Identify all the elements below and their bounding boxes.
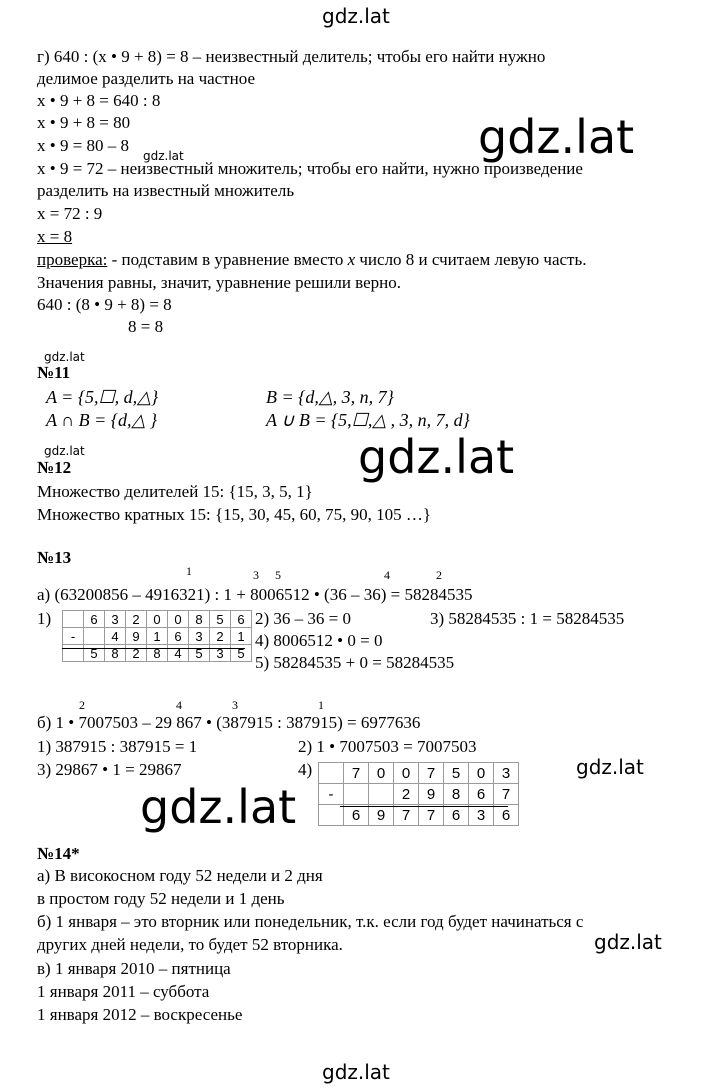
digit-cell: 9 xyxy=(126,628,147,645)
step-label: 4) xyxy=(298,760,313,779)
digit-cell: 2 xyxy=(394,784,419,805)
equation-line: х • 9 + 8 = 80 xyxy=(37,113,131,132)
sign-cell: - xyxy=(319,784,344,805)
answer-line: х = 8 xyxy=(37,227,73,246)
digit-cell: 6 xyxy=(444,805,469,826)
sum-rule xyxy=(340,806,508,807)
text-line: г) 640 : (х • 9 + 8) = 8 – неизвестный делитель; чтобы его найти нужно xyxy=(37,47,546,66)
digit-cell: 3 xyxy=(189,628,210,645)
digit-cell: 3 xyxy=(494,763,519,784)
digit-cell: 0 xyxy=(394,763,419,784)
sum-rule xyxy=(62,648,245,649)
digit-cell: 6 xyxy=(469,784,494,805)
step-line: 4) 8006512 • 0 = 0 xyxy=(255,631,383,650)
column-subtraction-a xyxy=(62,610,252,662)
set-union: A ∪ B = {5,☐,△ , 3, n, 7, d} xyxy=(266,410,470,430)
watermark-right-2: gdz.lat xyxy=(594,930,662,954)
sign-cell xyxy=(63,611,84,628)
order-number: 1 xyxy=(318,698,324,712)
digit-cell: 3 xyxy=(210,645,231,662)
sign-cell xyxy=(319,805,344,826)
equation-line: х • 9 = 80 – 8 xyxy=(37,136,130,155)
order-number: 5 xyxy=(275,568,281,582)
sign-cell xyxy=(319,763,344,784)
digit-cell: 9 xyxy=(369,805,394,826)
digit-cell xyxy=(84,628,105,645)
order-number: 4 xyxy=(384,568,390,582)
digit-cell: 2 xyxy=(126,611,147,628)
digit-cell: 5 xyxy=(231,645,252,662)
digit-cell: 6 xyxy=(168,628,189,645)
watermark-small-2: gdz.lat xyxy=(44,350,85,364)
set-a-definition: A = {5,☐, d,△} xyxy=(46,387,159,407)
order-number: 2 xyxy=(436,568,442,582)
text-line: а) В високосном году 52 недели и 2 дня xyxy=(37,866,323,885)
watermark-small-1: gdz.lat xyxy=(143,149,184,163)
watermark-large-1: gdz.lat xyxy=(478,110,635,164)
digit-cell: 6 xyxy=(344,805,369,826)
digit-cell: 4 xyxy=(168,645,189,662)
check-text-end: число 8 и считаем левую часть. xyxy=(355,250,587,269)
watermark-small-3: gdz.lat xyxy=(44,444,85,458)
digit-cell: 3 xyxy=(105,611,126,628)
text-line: разделить на известный множитель xyxy=(37,181,295,200)
text-line: х • 9 = 72 – неизвестный множитель; чтобы его найти, нужно произведение xyxy=(37,159,583,178)
step-line: 3) 29867 • 1 = 29867 xyxy=(37,760,182,779)
step-line: 2) 36 – 36 = 0 xyxy=(255,609,351,628)
digit-cell: 6 xyxy=(494,805,519,826)
watermark-bottom: gdz.lat xyxy=(322,1060,390,1084)
text-line: Значения равны, значит, уравнение решили верно. xyxy=(37,273,401,292)
digit-cell: 1 xyxy=(231,628,252,645)
digit-cell: 5 xyxy=(189,645,210,662)
text-line: 1 января 2012 – воскресенье xyxy=(37,1005,243,1024)
task-heading-13: №13 xyxy=(37,548,72,567)
task-heading-11: №11 xyxy=(37,363,71,382)
digit-cell: 7 xyxy=(419,805,444,826)
divisors-line: Множество делителей 15: {15, 3, 5, 1} xyxy=(37,482,313,501)
check-equation: 640 : (8 • 9 + 8) = 8 xyxy=(37,295,172,314)
digit-cell: 0 xyxy=(168,611,189,628)
digit-cell: 7 xyxy=(344,763,369,784)
multiples-line: Множество кратных 15: {15, 30, 45, 60, 75, 90, 105 …} xyxy=(37,505,432,524)
step-line: 5) 58284535 + 0 = 58284535 xyxy=(255,653,455,672)
subtrahend-row xyxy=(63,628,252,645)
digit-cell: 7 xyxy=(394,805,419,826)
digit-cell: 7 xyxy=(419,763,444,784)
text-line: б) 1 января – это вторник или понедельник, т.к. если год будет начинаться с xyxy=(37,912,584,931)
set-b-definition: B = {d,△, 3, n, 7} xyxy=(266,387,394,407)
text-line: в простом году 52 недели и 1 день xyxy=(37,889,285,908)
digit-cell: 0 xyxy=(147,611,168,628)
digit-cell: 4 xyxy=(105,628,126,645)
digit-cell xyxy=(369,784,394,805)
check-label: проверка: xyxy=(37,250,108,269)
text-line: делимое разделить на частное xyxy=(37,69,256,88)
digit-cell: 2 xyxy=(210,628,231,645)
watermark-large-2: gdz.lat xyxy=(358,430,515,484)
digit-cell: 7 xyxy=(494,784,519,805)
digit-cell: 8 xyxy=(147,645,168,662)
set-intersection: A ∩ B = {d,△ } xyxy=(46,410,158,430)
order-number: 1 xyxy=(186,564,192,578)
step-line: 2) 1 • 7007503 = 7007503 xyxy=(298,737,477,756)
text-line: в) 1 января 2010 – пятница xyxy=(37,959,231,978)
check-line xyxy=(37,249,586,271)
column-subtraction-b xyxy=(318,762,519,826)
digit-cell: 0 xyxy=(469,763,494,784)
digit-cell: 8 xyxy=(189,611,210,628)
digit-cell: 5 xyxy=(444,763,469,784)
order-number: 4 xyxy=(176,698,182,712)
digit-cell: 8 xyxy=(105,645,126,662)
watermark-right-1: gdz.lat xyxy=(576,755,644,779)
step-line: 1) 387915 : 387915 = 1 xyxy=(37,737,198,756)
check-text: - подставим в уравнение вместо xyxy=(107,250,348,269)
sign-cell: - xyxy=(63,628,84,645)
expression-a: а) (63200856 – 4916321) : 1 + 8006512 • (36 – 36) = 58284535 xyxy=(37,585,473,604)
minuend-row xyxy=(63,611,252,628)
task-heading-14: №14* xyxy=(37,844,80,863)
order-number: 2 xyxy=(79,698,85,712)
step-label: 1) xyxy=(37,609,52,628)
digit-cell: 5 xyxy=(84,645,105,662)
watermark-large-3: gdz.lat xyxy=(140,780,297,834)
minuend-row xyxy=(319,763,519,784)
subtrahend-row xyxy=(319,784,519,805)
task-heading-12: №12 xyxy=(37,458,72,477)
check-result: 8 = 8 xyxy=(128,317,164,336)
difference-row xyxy=(319,805,519,826)
check-variable: x xyxy=(347,250,356,269)
digit-cell: 9 xyxy=(419,784,444,805)
equation-line: х • 9 + 8 = 640 : 8 xyxy=(37,91,161,110)
digit-cell xyxy=(344,784,369,805)
digit-cell: 5 xyxy=(210,611,231,628)
digit-cell: 6 xyxy=(231,611,252,628)
order-number: 3 xyxy=(253,568,259,582)
text-line: других дней недели, то будет 52 вторника. xyxy=(37,935,343,954)
expression-b: б) 1 • 7007503 – 29 867 • (387915 : 387915) = 6977636 xyxy=(37,713,421,732)
step-line: 3) 58284535 : 1 = 58284535 xyxy=(430,609,625,628)
digit-cell: 0 xyxy=(369,763,394,784)
watermark-top: gdz.lat xyxy=(322,4,390,28)
digit-cell: 8 xyxy=(444,784,469,805)
text-line: 1 января 2011 – суббота xyxy=(37,982,210,1001)
digit-cell: 2 xyxy=(126,645,147,662)
order-number: 3 xyxy=(232,698,238,712)
digit-cell: 3 xyxy=(469,805,494,826)
digit-cell: 6 xyxy=(84,611,105,628)
digit-cell: 1 xyxy=(147,628,168,645)
equation-line: х = 72 : 9 xyxy=(37,204,103,223)
